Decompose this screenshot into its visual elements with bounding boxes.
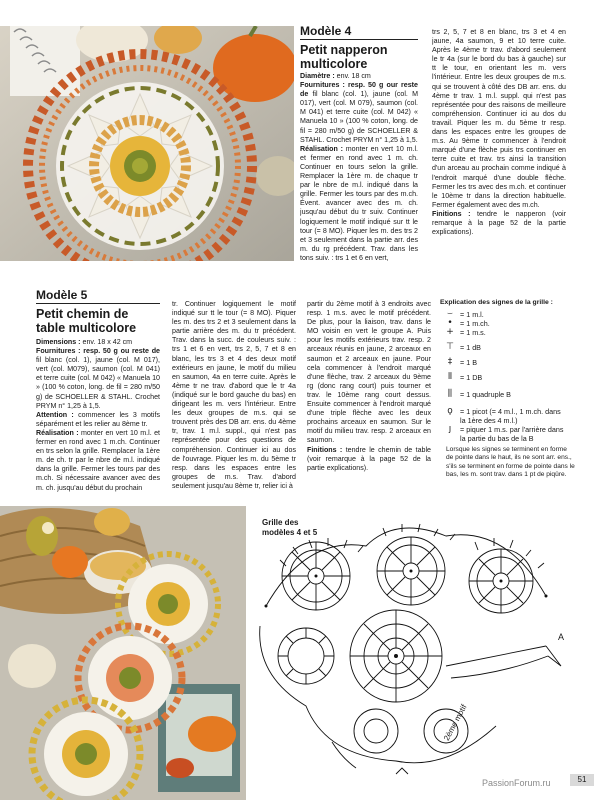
double-crochet-icon: ‡	[447, 357, 453, 367]
page-number: 51	[570, 774, 594, 786]
model5-realisation: Réalisation : monter en vert 10 m.l. et fermer en rond avec 1 m.ch. Continuer en trs selon la grille. Remplacer la 1ère m. de ch. tr par le nbre de m.l. indiqué dans la grille. Fermer les tours par des m.ch. Si nécessaire avancer avec des m. ch. jusqu'au début du prochain	[36, 428, 160, 492]
model4-diameter: Diamètre : env. 18 cm	[300, 72, 371, 80]
legend-note: Lorsque les signes se terminent en forme de pointe dans le haut, ils ne sont arr. ens., s'ils se terminent en forme de pointe dans le bas, les m. sont trav. dans 1 pt de piqûre.	[446, 446, 575, 479]
chart-label-a: A	[558, 632, 565, 642]
chart-legend	[440, 298, 575, 480]
model4-number: Modèle 4	[300, 24, 418, 40]
model4-column-1	[300, 72, 418, 262]
legend-item-quadruple: ⫼ = 1 quadruple B	[440, 390, 575, 399]
model4-header	[300, 24, 418, 71]
picot-icon: ϙ	[447, 406, 453, 416]
model4-continuation: trs 2, 5, 7 et 8 en blanc, trs 3 et 4 en jaune, 4a saumon, 9 et 10 terre cuite. Après le 4ème tr trav. d'abord seulement le tr 4a (sur le bord du bas à gauche) sur tt le tour, en orientant les m. vers l'intérieur. Entre les deux groupes de m.s. qui se trouvent à côté des DB arr. ens. du 4ème tr trav. 1 m.l. suppl. qui n'est pas représentée pour des raisons de meilleure compréhension. Continuer ici au dos du travail. Piquer les m. du 5ème tr resp. dans les espaces entre les groupes de m.s. Au 9ème tr commencer à l'endroit marqué d'une flèche puis trs continuer en terre cuite et trav. trs ainsi la transition d'un arceau au prochain comme indiqué à l'endroit marqué d'une double flèche. Fermer les trs avec des m.ch. et continuer le 10ème tr dans la direction habituelle. Fermer également avec des m.ch.	[432, 28, 566, 209]
quadruple-treble-icon: ⫼	[447, 389, 453, 399]
legend-item-back-post: ȷ = piquer 1 m.s. par l'arrière dans la partie du bas de la B	[440, 425, 575, 443]
model5-number: Modèle 5	[36, 288, 160, 304]
single-crochet-icon: +	[446, 327, 454, 337]
model4-column-2	[432, 28, 566, 260]
model5-text-3: partir du 2ème motif à 3 endroits avec resp. 1 m.s. avec le motif précédent. De plus, pour la liaison, trav. dans le MO voisin en vert le groupe A. Puis pour les motifs extérieurs trav. resp. 2 arceaux réunis en jaune, 2 arceaux en saumon et 2 arceaux en jaune. Pour cela commencer à l'endroit marqué d'une flèche, trav. 2 arceaux du 9ème rg (donc rang court) puis tourner et trav. le 10ème rang court dessus. Ensuite commencer à l'endroit marqué d'une triple flèche avec les deux prochains arceaux en saumon. Sur le motif du milieu trav. resp. 2 arceaux en saumon.	[307, 300, 431, 445]
legend-item-picot: ϙ = 1 picot (= 4 m.l., 1 m.ch. dans la 1ère des 4 m.l.)	[440, 407, 575, 425]
chart-label-second-motif: 2ème motif	[442, 703, 469, 743]
model5-materials: Fournitures : resp. 50 g ou reste de fil blanc (col. 1), jaune (col. M 017), vert (col. M079), saumon (col. M 041) et terre cuite (col. M 042) « Manuela 10 » (100 % coton, long. de fil = 280 m/50 g) de SCHOELLER & STAHL. Crochet PRYM n° 1,25 à 1,5.	[36, 347, 160, 410]
legend-item-treble: ⫴ = 1 DB	[440, 373, 575, 382]
legend-item-chain: ⌣ = 1 m.l.	[440, 310, 575, 319]
model5-dimensions: Dimensions : env. 18 x 42 cm	[36, 338, 133, 346]
model5-column-2	[172, 300, 296, 504]
treble-crochet-icon: ⫴	[448, 372, 452, 382]
half-double-icon: ⊤	[446, 342, 454, 352]
chart-title: Grille des modèles 4 et 5	[262, 518, 318, 537]
legend-title: Explication des signes de la grille :	[440, 299, 553, 306]
model5-column-3	[307, 300, 431, 504]
slip-stitch-icon: •	[447, 318, 453, 328]
model5-finish: Finitions : tendre le chemin de table (voir remarque à la page 52 de la partie explications).	[307, 445, 431, 472]
model4-title: Petit napperon multicolore	[300, 43, 388, 71]
model5-text-2: tr. Continuer logiquement le motif indiqué sur tt le tour (= 8 MO). Piquer les m. des trs 2 et 3 seulement dans la partie arrière des m. du tr précédent. Trav. dans la succ. de couleurs suiv. : trs 1 et 6 en vert, trs 2, 5, 7 et 8 en blanc, les trs 3 et 4 des deux motif extérieurs en jaune, le motif du milieu en saumon, 4a en terre cuite. Après le 4ème tr ne trav. d'abord que le tr 4a (indiqué sur le bord gauche du bas) en dirigeant les m. vers l'intérieur. Entre les deux groupes de m.s. qui se trouvent près des DB arr. ens. du 4ème tr, trav. 1 m.l. suppl., qui n'est pas représentée pour des questions de compréhension. Continuer ici au dos de l'ouvrage. Piquer les m. du 5ème tr resp. dans les espaces entre les groupes de m.s. Trav. d'abord seulement jusqu'au 8ème tr, relier ici à	[172, 300, 296, 490]
crochet-chart	[246, 506, 576, 776]
model4-materials: Fournitures : resp. 50 g our reste de fil blanc (col. 1), jaune (col. M 017), vert (col. M 079), saumon (col. M 041) et terre cuite (col. M 042) « Manuela 10 » (100 % coton, long. de fil = 280 m/50 g) de SCHOELLER & STAHL. Crochet PRYM n° 1,25 à 1,5.	[300, 81, 418, 144]
model4-realisation: Réalisation : monter en vert 10 m.l. et fermer en rond avec 1 m. ch. Continuer en tours selon la grille. Remplacer la 1ère m. de chaque tr par le nbre de m.l. indiqué dans la grille. Fermer les tours par des m.ch. Évent. avancer avec des m. ch. jusqu'au début du tr suiv. Continuer logiquement le motif indiqué sur tt le tour (= 8 MO). Piquer les m. des trs 2 et 3 seulement dans la partie arr. des m. du rg précédent. Trav. dans les tons suiv. : trs 1 et 6 en vert,	[300, 144, 418, 262]
model4-finish: Finitions : tendre le napperon (voir remarque à la page 52 de la partie explications).	[432, 209, 566, 237]
model5-attention: Attention : commencer les 3 motifs séparément et les relier au 8ème tr.	[36, 410, 160, 428]
legend-item-slip: • = 1 m.ch.	[440, 319, 575, 328]
model5-column-1	[36, 338, 160, 500]
back-post-icon: ȷ	[448, 424, 452, 434]
photo-napperon	[0, 26, 294, 261]
chain-stitch-icon: ⌣	[447, 309, 453, 319]
legend-item-double: ‡ = 1 B	[440, 358, 575, 367]
model5-header	[36, 288, 160, 335]
model5-title: Petit chemin de table multicolore	[36, 307, 137, 335]
photo-chemin-de-table	[0, 506, 246, 800]
legend-item-half-double: ⊤ = 1 dB	[440, 343, 575, 352]
legend-item-single: + = 1 m.s.	[440, 328, 575, 337]
watermark: PassionForum.ru	[482, 778, 551, 788]
